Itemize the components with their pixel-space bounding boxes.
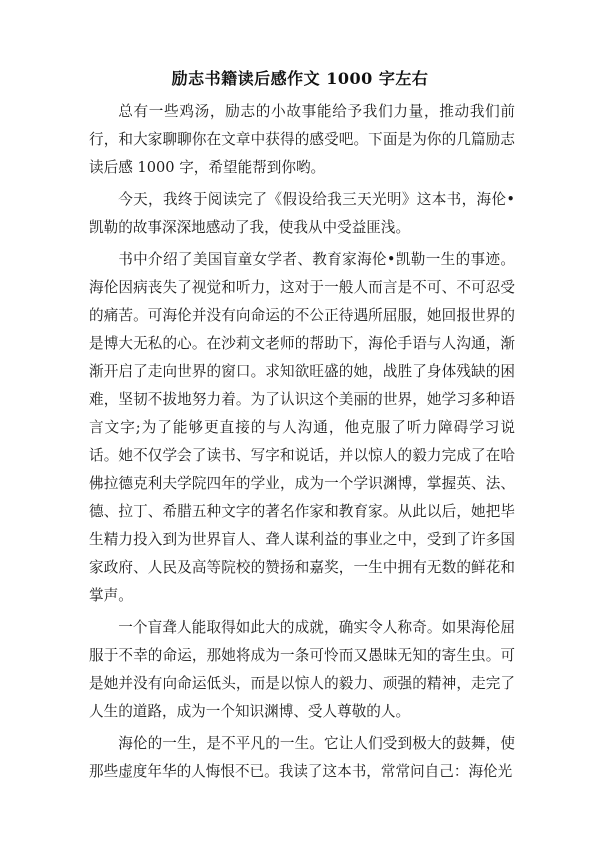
paragraph-achievement: 一个盲聋人能取得如此大的成就，确实令人称奇。如果海伦屈服于不幸的命运，那她将成为一条可怜而又愚昧无知的寄生虫。可是她并没有向命运低头，而是以惊人的毅力、顽强的精神，走完了人生的道路，成为一个知识渊博、受人尊敬的人。 bbox=[89, 619, 515, 720]
document-title: 励志书籍读后感作文 1000 字左右 bbox=[171, 69, 429, 88]
document-body bbox=[89, 98, 515, 790]
paragraph-reflection: 海伦的一生，是不平凡的一生。它让人们受到极大的鼓舞，使那些虚度年华的人悔恨不已。我读了这本书，常常问自己：海伦光 bbox=[89, 735, 515, 780]
paragraph-reading: 今天，我终于阅读完了《假设给我三天光明》这本书，海伦•凯勒的故事深深地感动了我，使我从中受益匪浅。 bbox=[89, 191, 515, 236]
paragraph-intro: 总有一些鸡汤，励志的小故事能给予我们力量，推动我们前行，和大家聊聊你在文章中获得的感受吧。下面是为你的几篇励志读后感 1000 字，希望能帮到你哟。 bbox=[89, 103, 515, 176]
paragraph-story: 书中介绍了美国盲童女学者、教育家海伦•凯勒一生的事迹。海伦因病丧失了视觉和听力，这对于一般人而言是不可、不可忍受的痛苦。可海伦并没有向命运的不公正待遇所屈服，她回报世界的是博大无私的心。在沙莉文老师的帮助下，海伦手语与人沟通，渐渐开启了走向世界的窗口。求知欲旺盛的她，战胜了身体残缺的困难，坚韧不拔地努力着。为了认识这个美丽的世界，她学习多种语言文字;为了能够更直接的与人沟通，他克服了听力障碍学习说话。她不仅学会了读书、写字和说话，并以惊人的毅力完成了在哈佛拉德克利夫学院四年的学业，成为一个学识渊博，掌握英、法、德、拉丁、希腊五种文字的著名作家和教育家。从此以后，她把毕生精力投入到为世界盲人、聋人谋利益的事业之中，受到了许多国家政府、人民及高等院校的赞扬和嘉奖，一生中拥有无数的鲜花和掌声。 bbox=[89, 251, 515, 604]
